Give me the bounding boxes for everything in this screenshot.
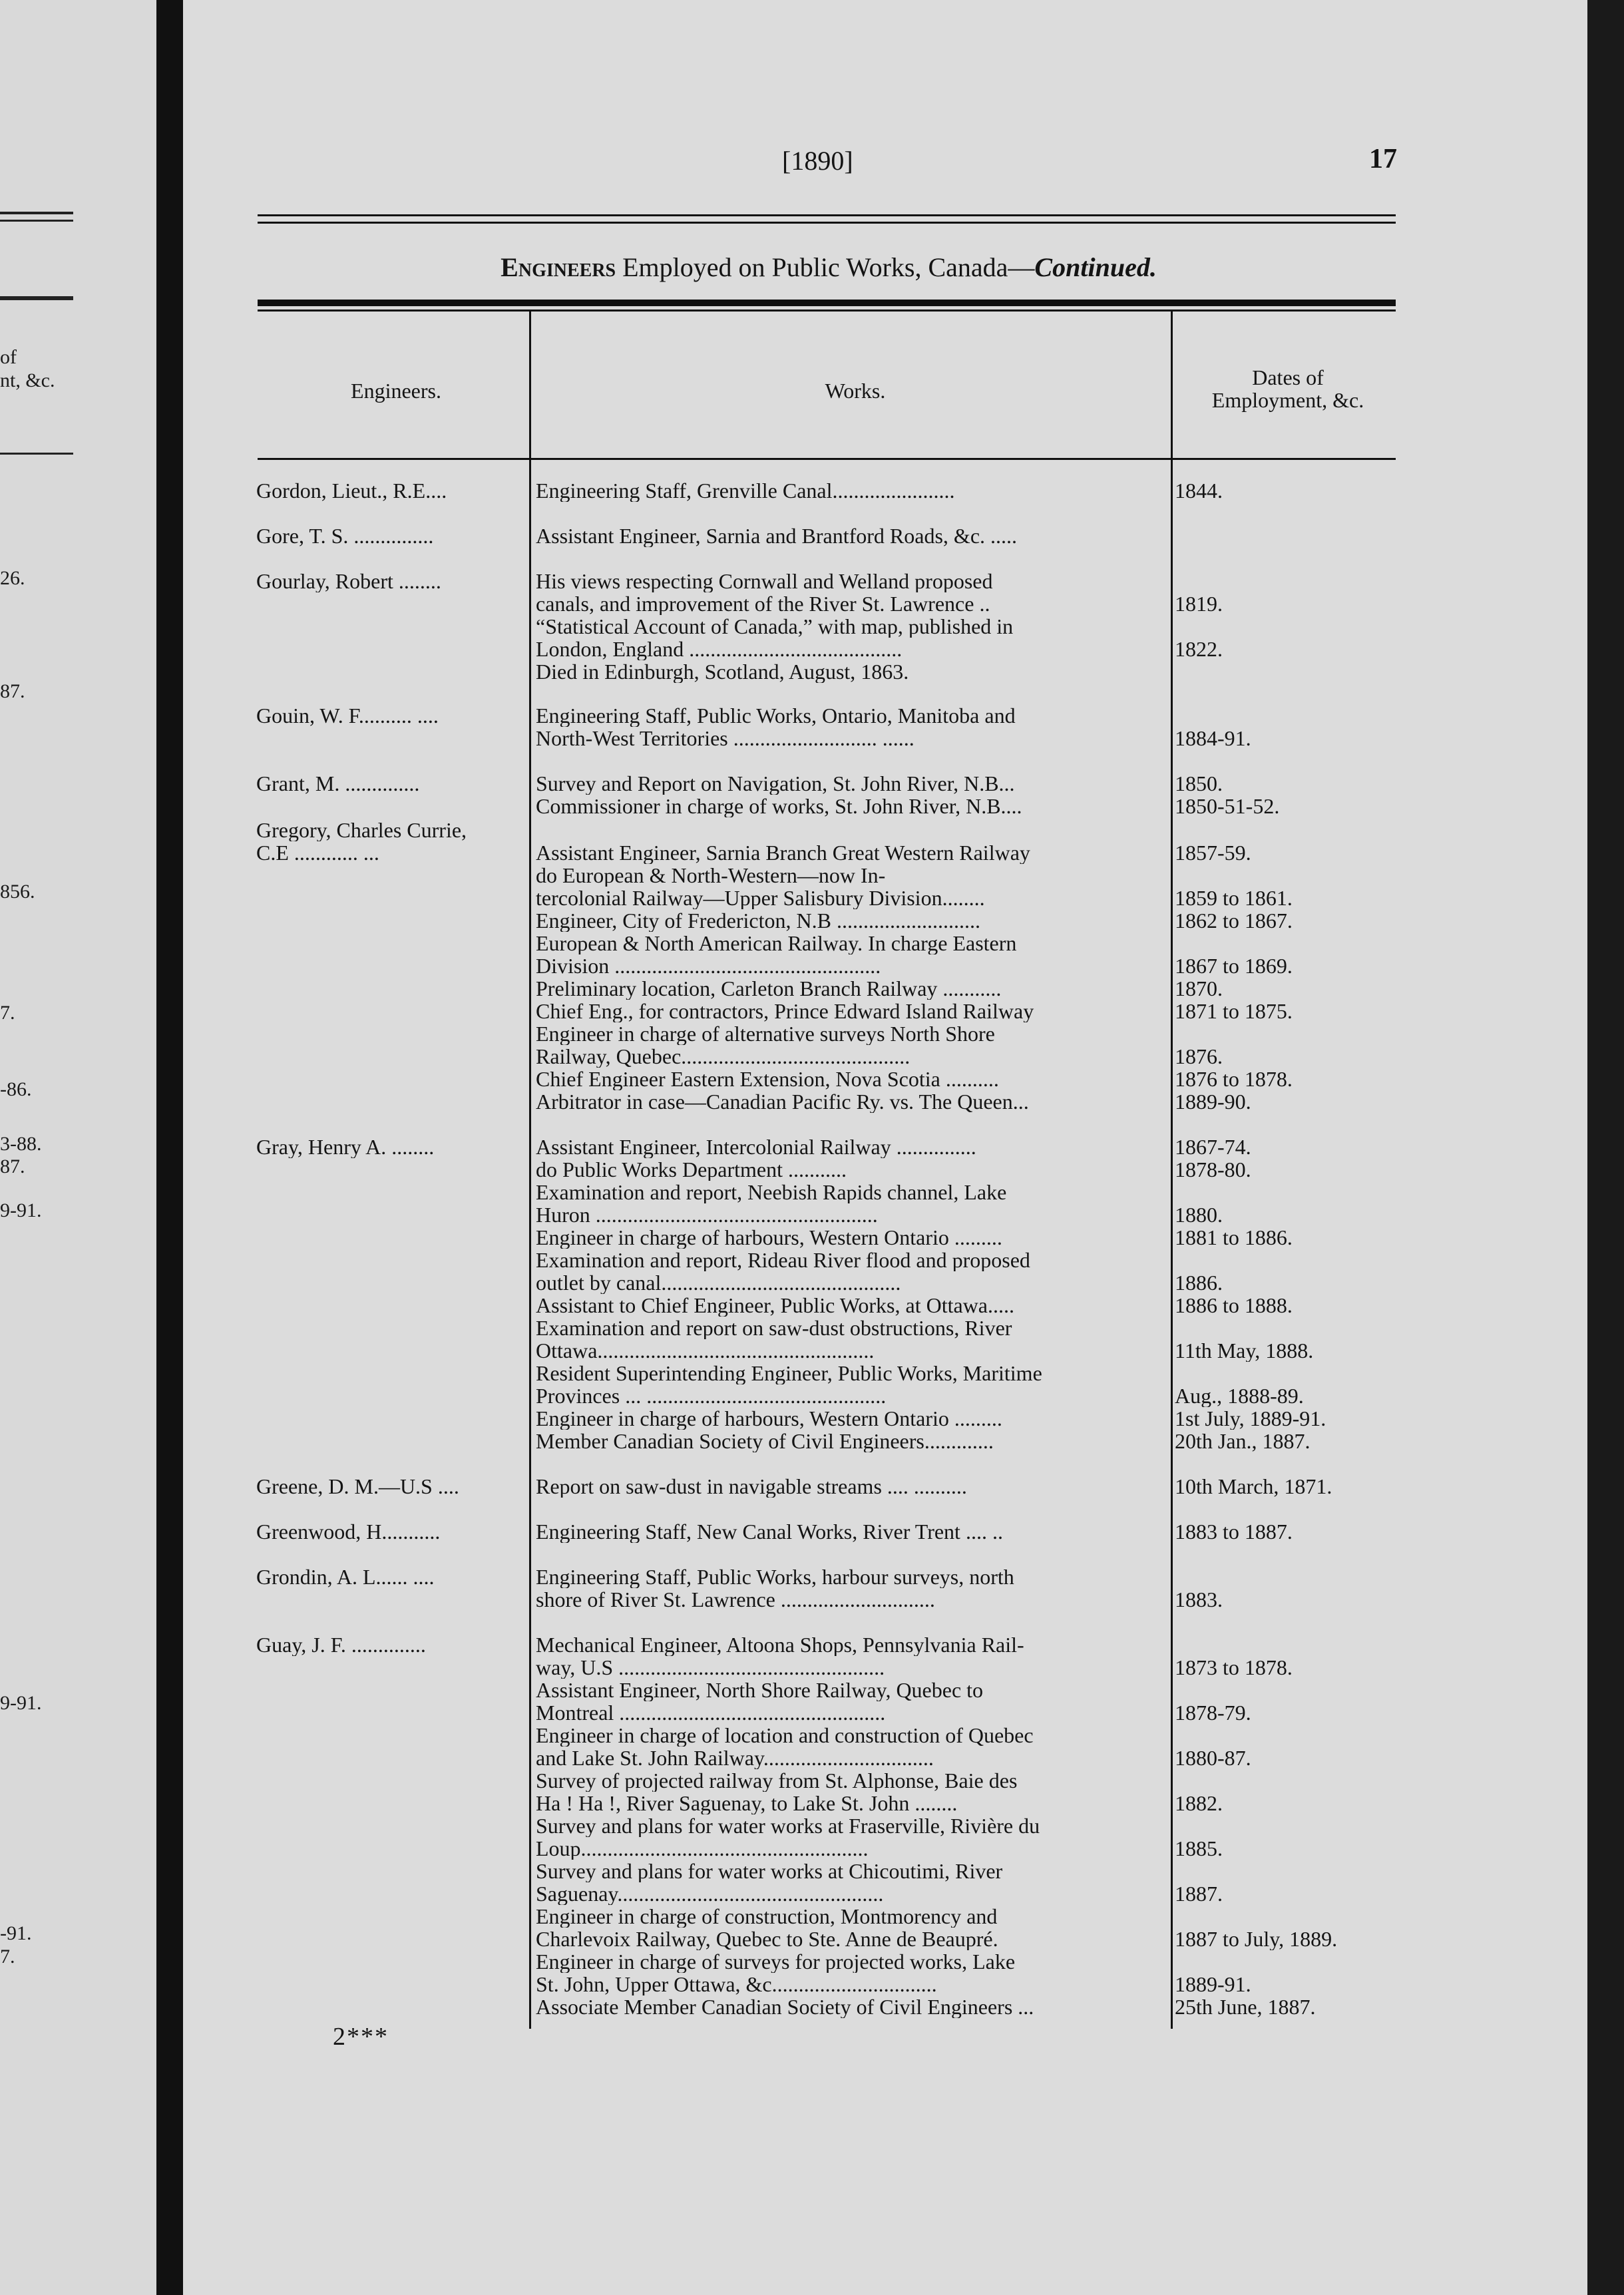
work-description: Huron ..................................................... <box>536 1203 878 1226</box>
employment-date: Aug., 1888-89. <box>1175 1384 1304 1407</box>
work-description: Saguenay.................................................. <box>536 1882 884 1905</box>
facing-page-rule <box>0 212 73 214</box>
work-description: Survey and Report on Navigation, St. John River, N.B... <box>536 772 1015 795</box>
engineer-name: Guay, J. F. .............. <box>256 1633 426 1656</box>
employment-date: 1883. <box>1175 1588 1223 1611</box>
work-description: Examination and report on saw-dust obstructions, River <box>536 1317 1012 1339</box>
page-edge <box>1587 0 1624 2295</box>
employment-date: 1889-90. <box>1175 1090 1251 1113</box>
work-description: Survey of projected railway from St. Alphonse, Baie des <box>536 1769 1018 1792</box>
header-rule <box>258 214 1396 216</box>
work-description: outlet by canal............................................. <box>536 1271 901 1294</box>
title-middle: Employed on Public Works, Canada— <box>616 252 1035 282</box>
engineer-name: Gordon, Lieut., R.E.... <box>256 479 447 502</box>
work-description: Assistant Engineer, North Shore Railway, Quebec to <box>536 1679 984 1701</box>
work-description: Engineer in charge of alternative surveys North Shore <box>536 1022 995 1045</box>
work-description: Mechanical Engineer, Altoona Shops, Pennsylvania Rail- <box>536 1633 1024 1656</box>
engineer-name: Gore, T. S. ............... <box>256 524 434 547</box>
employment-date: 1876 to 1878. <box>1175 1068 1293 1090</box>
work-description: London, England ........................................ <box>536 638 903 660</box>
employment-date: 1886 to 1888. <box>1175 1294 1293 1317</box>
work-description: and Lake St. John Railway................................ <box>536 1747 934 1769</box>
employment-date: 25th June, 1887. <box>1175 1995 1316 2018</box>
work-description: Engineer in charge of location and construction of Quebec <box>536 1724 1034 1747</box>
facing-page-rule <box>0 453 73 455</box>
table-top-rule <box>258 300 1396 306</box>
engineer-name: Gouin, W. F.......... .... <box>256 704 439 727</box>
engineer-name: Gray, Henry A. ........ <box>256 1136 435 1158</box>
header-rule <box>258 222 1396 224</box>
work-description: Member Canadian Society of Civil Engineers............. <box>536 1430 994 1452</box>
employment-date: 10th March, 1871. <box>1175 1475 1332 1498</box>
work-description: Died in Edinburgh, Scotland, August, 1863. <box>536 660 909 683</box>
work-description: Engineering Staff, New Canal Works, River Trent .... .. <box>536 1520 1003 1543</box>
employment-date: 1850-51-52. <box>1175 795 1280 817</box>
facing-page-text: 7. <box>0 1946 15 1968</box>
employment-date: 11th May, 1888. <box>1175 1339 1314 1362</box>
employment-date: 1878-80. <box>1175 1158 1251 1181</box>
employment-date: 1886. <box>1175 1271 1223 1294</box>
employment-date: 1885. <box>1175 1837 1223 1860</box>
work-description: way, U.S .................................................. <box>536 1656 885 1679</box>
employment-date: 1867 to 1869. <box>1175 954 1293 977</box>
work-description: Arbitrator in case—Canadian Pacific Ry. vs. The Queen... <box>536 1090 1029 1113</box>
work-description: Chief Eng., for contractors, Prince Edward Island Railway <box>536 1000 1034 1022</box>
signature-mark: 2*** <box>333 2023 389 2051</box>
facing-page-text: -86. <box>0 1078 32 1100</box>
employment-date: 1881 to 1886. <box>1175 1226 1293 1249</box>
employment-date: 1887. <box>1175 1882 1223 1905</box>
facing-page-text: 3-88. <box>0 1133 42 1155</box>
work-description: “Statistical Account of Canada,” with map, published in <box>536 615 1014 638</box>
facing-page-text: 7. <box>0 1002 15 1024</box>
work-description: Engineering Staff, Grenville Canal....................... <box>536 479 955 502</box>
column-header-works: Works. <box>825 379 886 403</box>
page-title <box>183 252 1474 283</box>
employment-date: 1878-79. <box>1175 1701 1251 1724</box>
facing-page-text: 26. <box>0 567 25 589</box>
work-description: Engineer, City of Fredericton, N.B ........................... <box>536 909 980 932</box>
facing-page-text: 87. <box>0 1155 25 1177</box>
employment-date: 1857-59. <box>1175 841 1251 864</box>
work-description: European & North American Railway. In charge Eastern <box>536 932 1017 954</box>
work-description: Assistant to Chief Engineer, Public Works, at Ottawa..... <box>536 1294 1014 1317</box>
employment-date: 1862 to 1867. <box>1175 909 1293 932</box>
work-description: Assistant Engineer, Intercolonial Railway ............... <box>536 1136 976 1158</box>
work-description: Charlevoix Railway, Quebec to Ste. Anne de Beaupré. <box>536 1928 998 1950</box>
engineer-name: Gourlay, Robert ........ <box>256 570 441 592</box>
employment-date: 1884-91. <box>1175 727 1251 749</box>
work-description: Engineering Staff, Public Works, harbour surveys, north <box>536 1565 1014 1588</box>
employment-date: 1850. <box>1175 772 1223 795</box>
employment-date: 1867-74. <box>1175 1136 1251 1158</box>
employment-date: 1871 to 1875. <box>1175 1000 1293 1022</box>
work-description: Chief Engineer Eastern Extension, Nova Scotia .......... <box>536 1068 999 1090</box>
engineer-name: Grondin, A. L...... .... <box>256 1565 435 1588</box>
work-description: Engineer in charge of surveys for projected works, Lake <box>536 1950 1016 1973</box>
work-description: St. John, Upper Ottawa, &c............................... <box>536 1973 937 1995</box>
title-suffix: Continued. <box>1034 252 1157 282</box>
facing-page-text: 87. <box>0 680 25 702</box>
work-description: Survey and plans for water works at Chicoutimi, River <box>536 1860 1003 1882</box>
employment-date: 1882. <box>1175 1792 1223 1814</box>
work-description: Division .................................................. <box>536 954 881 977</box>
work-description: Examination and report, Rideau River flood and proposed <box>536 1249 1030 1271</box>
document-page <box>183 0 1587 2295</box>
work-description: tercolonial Railway—Upper Salisbury Division........ <box>536 887 985 909</box>
work-description: Survey and plans for water works at Fraserville, Rivière du <box>536 1814 1040 1837</box>
column-header-dates-line1: Dates of <box>1252 365 1324 389</box>
work-description: canals, and improvement of the River St. Lawrence .. <box>536 592 990 615</box>
employment-date: 1870. <box>1175 977 1223 1000</box>
book-gutter <box>156 0 183 2295</box>
work-description: Engineering Staff, Public Works, Ontario, Manitoba and <box>536 704 1016 727</box>
work-description: Montreal .................................................. <box>536 1701 886 1724</box>
work-description: do European & North-Western—now In- <box>536 864 886 887</box>
work-description: Ottawa.................................................... <box>536 1339 875 1362</box>
work-description: His views respecting Cornwall and Welland proposed <box>536 570 993 592</box>
facing-page-rule <box>0 296 73 300</box>
employment-date: 1880. <box>1175 1203 1223 1226</box>
work-description: do Public Works Department ........... <box>536 1158 847 1181</box>
employment-date: 1876. <box>1175 1045 1223 1068</box>
employment-date: 1887 to July, 1889. <box>1175 1928 1338 1950</box>
column-divider <box>529 312 531 2029</box>
employment-date: 1822. <box>1175 638 1223 660</box>
engineer-name: Greene, D. M.—U.S .... <box>256 1475 459 1498</box>
work-description: Report on saw-dust in navigable streams .... .......... <box>536 1475 967 1498</box>
column-header-rule <box>258 458 1396 460</box>
column-header-dates-line2: Employment, &c. <box>1211 388 1364 412</box>
work-description: Railway, Quebec........................................... <box>536 1045 911 1068</box>
facing-page-fragment <box>0 0 156 2295</box>
employment-date: 1873 to 1878. <box>1175 1656 1293 1679</box>
title-prefix: Engineers <box>501 252 616 282</box>
work-description: Associate Member Canadian Society of Civil Engineers ... <box>536 1995 1034 2018</box>
engineer-name: Grant, M. .............. <box>256 772 420 795</box>
engineer-name: C.E ............ ... <box>256 841 379 864</box>
work-description: Engineer in charge of harbours, Western Ontario ......... <box>536 1407 1002 1430</box>
employment-date: 1844. <box>1175 479 1223 502</box>
employment-date: 1889-91. <box>1175 1973 1251 1995</box>
facing-page-text: 9-91. <box>0 1692 42 1714</box>
work-description: Assistant Engineer, Sarnia Branch Great Western Railway <box>536 841 1030 864</box>
work-description: shore of River St. Lawrence ............................. <box>536 1588 935 1611</box>
employment-date: 1883 to 1887. <box>1175 1520 1293 1543</box>
engineer-name: Greenwood, H........... <box>256 1520 441 1543</box>
table-top-rule <box>258 310 1396 312</box>
work-description: Loup...................................................... <box>536 1837 869 1860</box>
employment-date: 1819. <box>1175 592 1223 615</box>
employment-date: 1880-87. <box>1175 1747 1251 1769</box>
engineer-name: Gregory, Charles Currie, <box>256 819 467 841</box>
work-description: Provinces ... ............................................. <box>536 1384 887 1407</box>
employment-date: 20th Jan., 1887. <box>1175 1430 1311 1452</box>
work-description: Commissioner in charge of works, St. John River, N.B.... <box>536 795 1022 817</box>
work-description: Ha ! Ha !, River Saguenay, to Lake St. John ........ <box>536 1792 958 1814</box>
facing-page-text: of <box>0 346 17 368</box>
facing-page-text: 856. <box>0 881 35 903</box>
work-description: Engineer in charge of construction, Montmorency and <box>536 1905 998 1928</box>
facing-page-text: nt, &c. <box>0 369 55 391</box>
column-header-engineers: Engineers. <box>351 379 441 403</box>
column-header-dates <box>1178 366 1398 411</box>
facing-page-rule <box>0 220 73 222</box>
facing-page-text: -91. <box>0 1922 32 1944</box>
column-divider <box>1171 312 1173 2029</box>
employment-date: 1st July, 1889-91. <box>1175 1407 1326 1430</box>
work-description: North-West Territories ........................... ...... <box>536 727 914 749</box>
work-description: Examination and report, Neebish Rapids channel, Lake <box>536 1181 1007 1203</box>
work-description: Preliminary location, Carleton Branch Railway ........... <box>536 977 1002 1000</box>
work-description: Resident Superintending Engineer, Public Works, Maritime <box>536 1362 1042 1384</box>
page-number: 17 <box>1369 144 1397 174</box>
page-year: [1890] <box>782 146 853 176</box>
work-description: Assistant Engineer, Sarnia and Brantford Roads, &c. ..... <box>536 524 1018 547</box>
work-description: Engineer in charge of harbours, Western Ontario ......... <box>536 1226 1002 1249</box>
facing-page-text: 9-91. <box>0 1199 42 1221</box>
employment-date: 1859 to 1861. <box>1175 887 1293 909</box>
